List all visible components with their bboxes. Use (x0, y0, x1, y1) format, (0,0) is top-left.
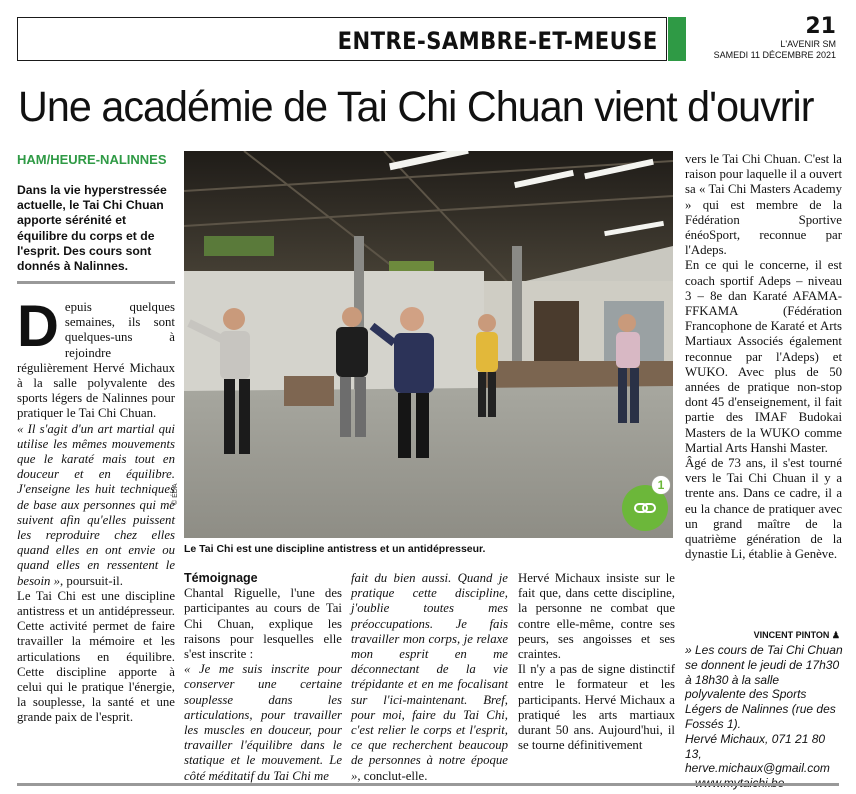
quote-attribution: , conclut-elle. (357, 768, 428, 783)
photo-credit: © ÉDA (172, 483, 179, 505)
contact-line: Hervé Michaux, 071 21 80 13, (685, 731, 826, 761)
quote: fait du bien aussi. Quand je pratique cette discipline, j'oublie toutes mes préoccupations. Je fais travailler mon corps, je relaxe mon esprit en me déconnectant de la vie trépidante et en me focalisant sur l'ici-maintenant. Bref, pour moi, faire du Tai Chi, c'est relier le corps et l'esprit, ce que recherchent beaucoup de personnes à notre époque » (351, 571, 508, 783)
section-title: ENTRE-SAMBRE-ET-MEUSE (337, 27, 658, 55)
column-3 (351, 571, 508, 784)
photo-caption: Le Tai Chi est une discipline antistress et un antidépresseur. (184, 543, 486, 555)
drop-cap: D (17, 294, 59, 359)
paragraph: Âgé de 73 ans, il s'est tourné vers le Tai Chi Chuan il y a trente ans. Dans ce cadre, il a eu la chance de pratiquer avec un grand maître de la quatrième génération de la dynastie Li, établie à Genève. (685, 456, 842, 562)
paragraph: En ce qui le concerne, il est coach sportif Adeps – niveau 3 – 8e dan Karaté AFAMA-FFKAMA (Fédération Francophone de Karaté et Arts Martiaux Associés également reconnue par l'Adeps) et WUKO. Avec plus de 50 années de pratique non-stop dont 45 d'enseignement, il fait partie des IMAF Budokai Masters de la WUKO comme Martial Arts Hanshi Master. (685, 258, 842, 455)
paragraph: Il n'y a pas de signe distinctif entre le formateur et les participants. Hervé Michaux a pratiqué les arts martiaux durant 50 ans. Aujourd'hui, il se tourne définitivement (518, 662, 675, 753)
subheading: Témoignage (184, 571, 258, 585)
author-name: VINCENT PINTON (753, 630, 830, 640)
info-box (685, 643, 843, 791)
paragraph: epuis quelques semaines, ils sont quelques-uns à rejoindre régulièrement Hervé Michaux à la salle polyvalente des sports légers de Nalinnes pour pratiquer le Tai Chi Chuan. (17, 300, 175, 421)
page-number: 21 (805, 14, 836, 39)
quote: « Il s'agit d'un art martial qui utilise les mêmes mouvements que le karaté mais tout en douceur et en équilibre. J'enseigne les huit techniques de base aux personnes qui me suivent afin qu'elles puissent les reproduire chez elles quand elles en ont envie ou quand elles en ressentent le besoin » (17, 421, 175, 588)
contact-email[interactable]: herve.michaux@gmail.com (685, 761, 830, 776)
paragraph (17, 422, 175, 589)
section-color-tab (668, 17, 686, 61)
divider (17, 281, 175, 284)
article-headline: Une académie de Tai Chi Chuan vient d'ouvrir (18, 83, 814, 131)
article-lede: Dans la vie hyperstressée actuelle, le Tai Chi Chuan apporte sérénité et équilibre du corps et de l'esprit. Des cours sont donnés à Nalinnes. (17, 183, 167, 274)
article-location: HAM/HEURE-NALINNES (17, 152, 167, 167)
paragraph (351, 571, 508, 784)
publication-date: SAMEDI 11 DÉCEMBRE 2021 (713, 50, 836, 60)
course-info: » Les cours de Tai Chi Chuan se donnent le jeudi de 17h30 à 18h30 à la salle polyvalente des Sports Légers de Nalinnes (rue des Fossés 1). (685, 643, 843, 731)
column-2 (184, 571, 342, 784)
column-1 (17, 294, 175, 726)
paragraph: Le Tai Chi est une discipline antistress et un antidépresseur. Cette activité permet de faire travailler la mémoire et les articulations en équilibre. Cette discipline apporte à celui qui le pratique l'énergie, la souplesse, la santé et une grande paix de l'esprit. (17, 588, 175, 725)
newspaper-name: L'AVENIR SM (780, 39, 836, 49)
paragraph: Hervé Michaux insiste sur le fait que, dans cette discipline, la personne ne combat que contre elle-même, contre ses peurs, ses angoisses et ses craintes. (518, 571, 675, 662)
paragraph: Chantal Riguelle, l'une des participantes au cours de Tai Chi Chuan, explique les raisons pour lesquelles elle s'est inscrite : (184, 586, 342, 662)
section-header (17, 17, 667, 61)
share-count-badge: 1 (652, 476, 670, 494)
quote: « Je me suis inscrite pour conserver une certaine souplesse dans les articulations, pour travailler les muscles en douceur, pour travailler l'équilibre dans le statique et le mouvement. Le côté méditatif du Tai Chi me (184, 662, 342, 783)
author-byline (685, 630, 840, 641)
person-icon: ♟ (831, 630, 840, 640)
quote-attribution: , poursuit-il. (60, 573, 123, 588)
column-4 (518, 571, 675, 753)
column-5 (685, 152, 842, 562)
bottom-rule (17, 783, 839, 786)
tai-chi-class-photo (184, 151, 673, 538)
paragraph: vers le Tai Chi Chuan. C'est la raison pour laquelle il a ouvert sa « Tai Chi Masters Academy » qui est membre de la Fédération Sportive énéoSport, reconnue par l'Adeps. (685, 152, 842, 258)
article-photo (184, 151, 673, 538)
